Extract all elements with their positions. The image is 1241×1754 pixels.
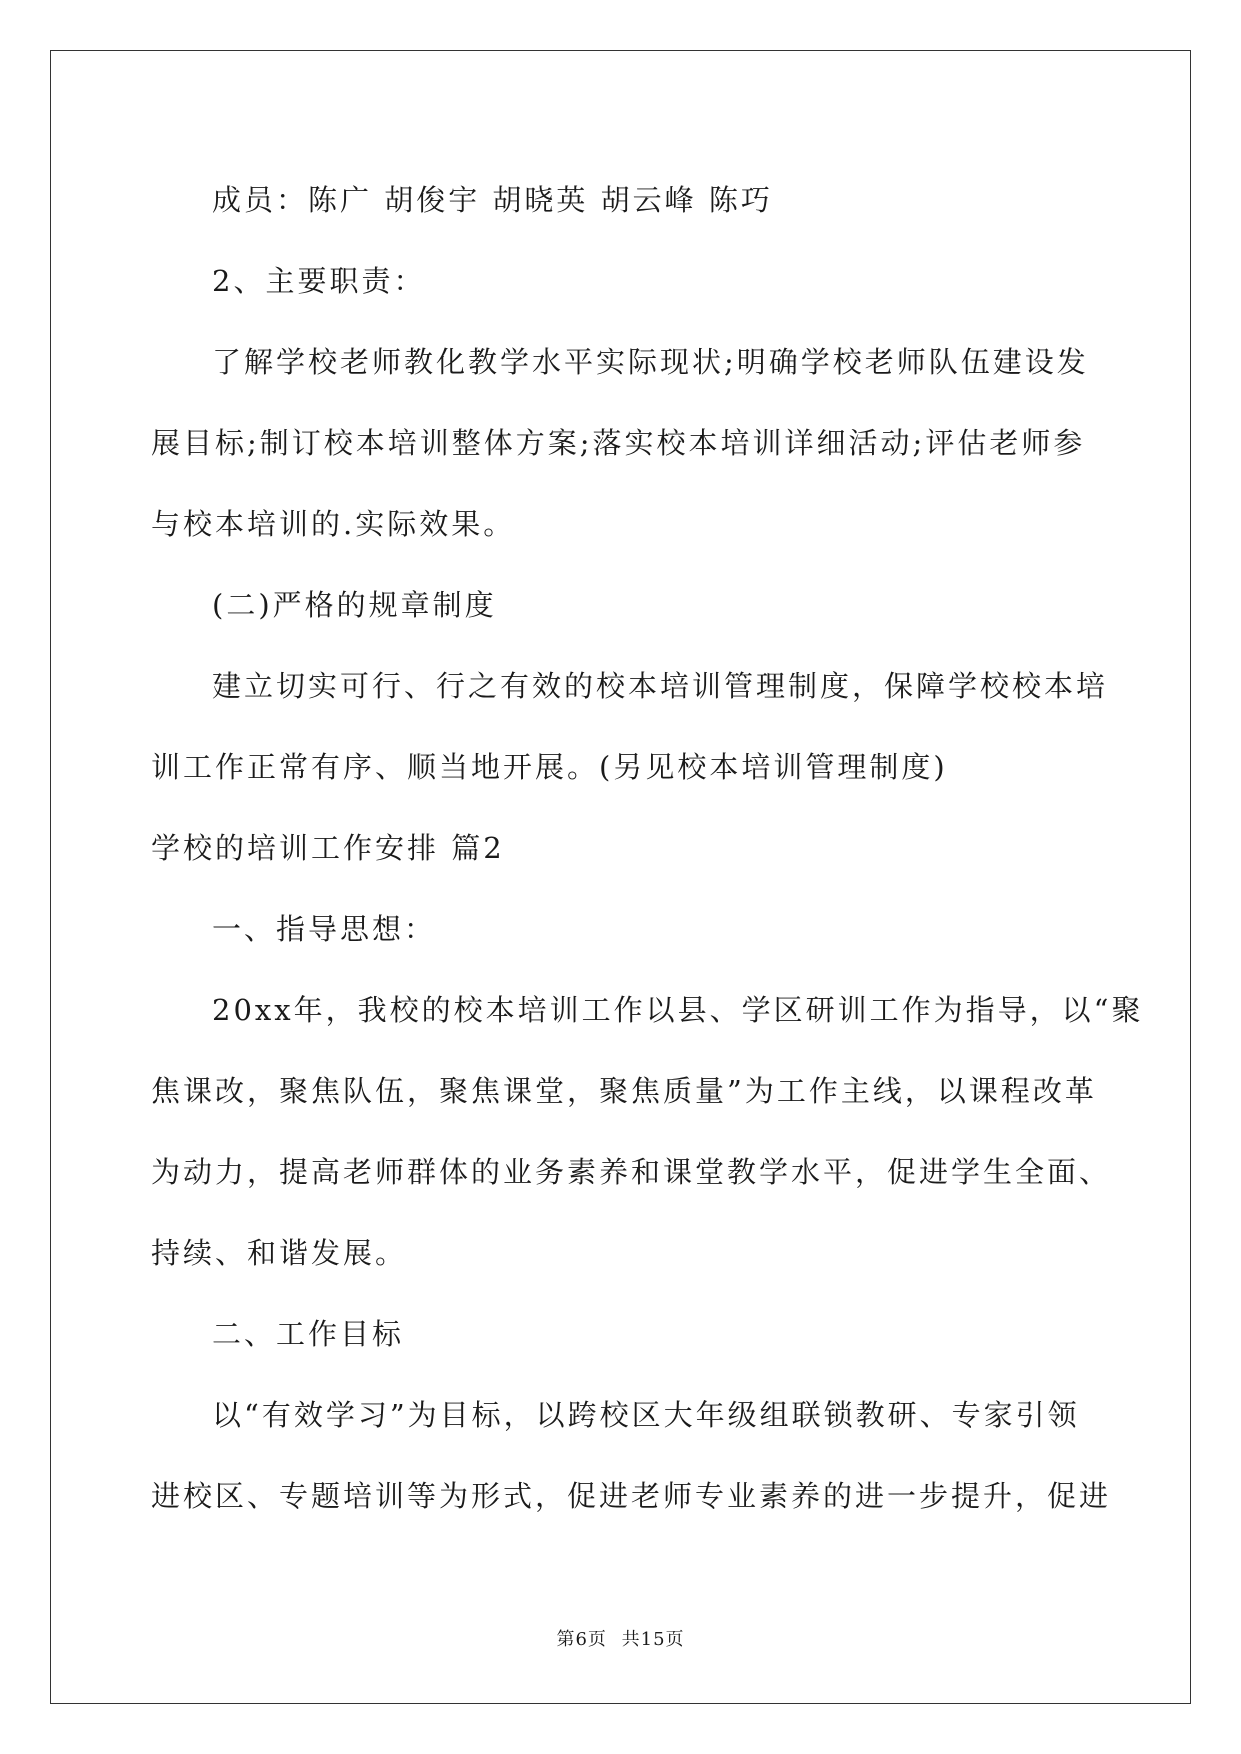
article-title: 学校的培训工作安排 篇2 [151, 831, 505, 865]
paragraph-line: 焦课改，聚焦队伍，聚焦课堂，聚焦质量”为工作主线，以课程改革 [151, 1074, 1097, 1108]
document-body [151, 160, 1144, 1537]
paragraph-line: 进校区、专题培训等为形式，促进老师专业素养的进一步提升，促进 [151, 1479, 1112, 1513]
paragraph-line: 20xx年，我校的校本培训工作以县、学区研训工作为指导，以“聚 [212, 993, 1144, 1027]
section-heading: 二、工作目标 [212, 1317, 405, 1351]
section-heading: (二)严格的规章制度 [212, 588, 497, 622]
paragraph-line: 成员：陈广 胡俊宇 胡晓英 胡云峰 陈巧 [212, 183, 773, 217]
paragraph-line: 训工作正常有序、顺当地开展。(另见校本培训管理制度) [151, 750, 948, 784]
paragraph-line: 了解学校老师教化教学水平实际现状;明确学校老师队伍建设发 [212, 345, 1089, 379]
page-total: 共15页 [621, 1629, 685, 1650]
paragraph-line: 与校本培训的.实际效果。 [151, 507, 516, 541]
paragraph-line: 为动力，提高老师群体的业务素养和课堂教学水平，促进学生全面、 [151, 1155, 1112, 1189]
section-heading: 一、指导思想： [212, 912, 437, 946]
paragraph-line: 以“有效学习”为目标，以跨校区大年级组联锁教研、专家引领 [212, 1398, 1080, 1432]
paragraph-line: 建立切实可行、行之有效的校本培训管理制度，保障学校校本培 [212, 669, 1109, 703]
page-footer [0, 1625, 1241, 1651]
page-number: 第6页 [556, 1629, 607, 1650]
paragraph-line: 展目标;制订校本培训整体方案;落实校本培训详细活动;评估老师参 [151, 426, 1086, 460]
paragraph-line: 2、主要职责： [212, 264, 426, 298]
paragraph-line: 持续、和谐发展。 [151, 1236, 408, 1270]
